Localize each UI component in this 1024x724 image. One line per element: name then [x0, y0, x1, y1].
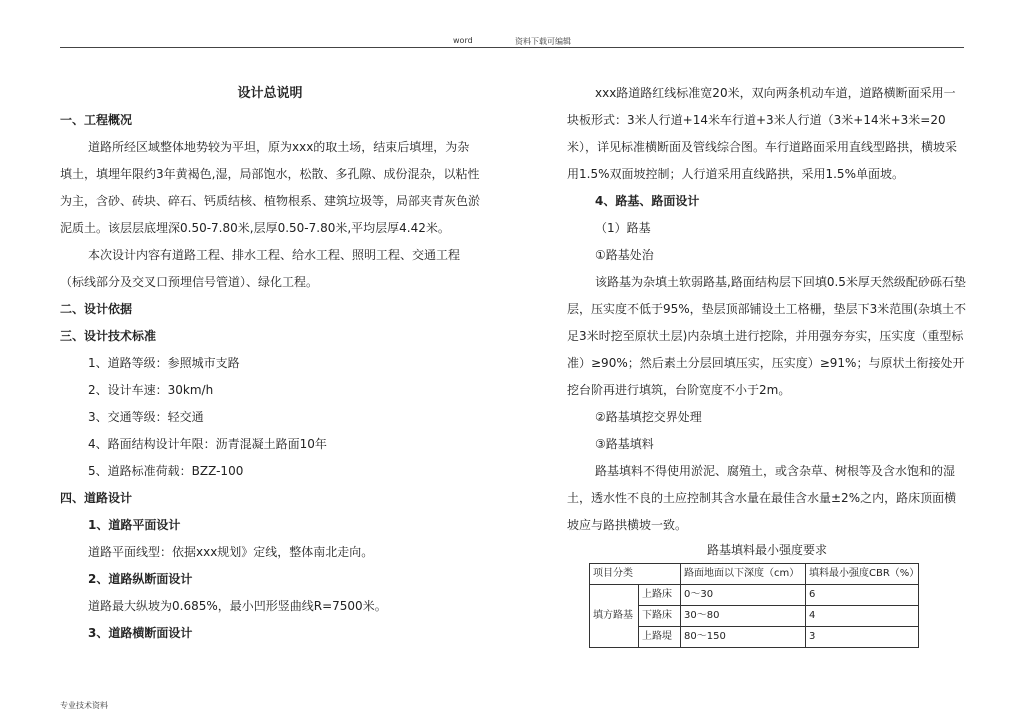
document-title: 设计总说明 [237, 86, 303, 101]
subsection-4-3-text: xxx路道路红线标准宽20米，双向两条机动车道，道路横断面采用一块板形式：3米人行道+14米车行道+3米人行道（3米+14米+3米=20米），详见标准横断面及管线综合图。车行道路面采用直线型路拱，横坡采用1.5%双面坡控制；人行道采用直线路拱，采用1.5%单面坡。 [567, 86, 958, 181]
table-header-row [590, 564, 919, 585]
fill-strength-table [589, 563, 919, 648]
table-cell: 上路床 [639, 585, 681, 606]
standard-item: 2、设计车速：30km/h [88, 383, 214, 397]
left-column [60, 80, 480, 647]
clause-2-heading: ②路基填挖交界处理 [595, 410, 702, 424]
table-cell: 6 [806, 585, 919, 606]
subsection-4-1-heading: 1、道路平面设计 [88, 518, 181, 532]
table-caption: 路基填料最小强度要求 [706, 543, 827, 557]
subsection-4-3-heading: 3、道路横断面设计 [88, 626, 193, 640]
table-cell: 下路床 [639, 606, 681, 627]
table-cell: 4 [806, 606, 919, 627]
table-header-cell: 填料最小强度CBR（%） [806, 564, 919, 585]
table-cell: 80～150 [681, 627, 806, 648]
section-3-heading: 三、设计技术标准 [60, 329, 157, 343]
clause-3-heading: ③路基填料 [595, 437, 654, 451]
section-1-paragraph-1: 道路所经区域整体地势较为平坦，原为xxx的取土场，结束后填埋，为杂填土，填埋年限约3年黄褐色,湿，局部饱水，松散、多孔隙、成份混杂，以粘性为主，含砂、砖块、碎石、钙质结核、植物根系、建筑垃圾等，局部夹青灰色淤泥质土。该层层底埋深0.50-7.80米,层厚0.50-7.80米,平均层厚4.42米。 [60, 140, 481, 235]
roadbed-heading: （1）路基 [595, 221, 651, 235]
section-1-heading: 一、工程概况 [60, 113, 133, 127]
clause-1-heading: ①路基处治 [595, 248, 654, 262]
table-cell: 30～80 [681, 606, 806, 627]
standard-item: 3、交通等级：轻交通 [88, 410, 204, 424]
header-rule [60, 47, 964, 48]
table-cell: 3 [806, 627, 919, 648]
table-cell: 0～30 [681, 585, 806, 606]
section-1-paragraph-2: 本次设计内容有道路工程、排水工程、给水工程、照明工程、交通工程（标线部分及交叉口预埋信号管道）、绿化工程。 [60, 248, 461, 289]
section-2-heading: 二、设计依据 [60, 302, 133, 316]
right-column [567, 80, 967, 648]
clause-1-text: 该路基为杂填土软弱路基,路面结构层下回填0.5米厚天然级配砂砾石垫层，压实度不低于95%，垫层顶部铺设土工格栅，垫层下3米范围(杂填土不足3米时挖至原状土层)内杂填土进行挖除，并用强夯夯实，压实度（重型标准）≥90%；然后素土分层回填压实，压实度）≥91%；与原状土衔接处开挖台阶再进行填筑，台阶宽度不小于2m。 [567, 275, 966, 397]
clause-3-text: 路基填料不得使用淤泥、腐殖土，或含杂草、树根等及含水饱和的湿土，透水性不良的土应控制其含水量在最佳含水量±2%之内，路床顶面横坡应与路拱横坡一致。 [567, 464, 957, 532]
table-header-cell: 路面地面以下深度（cm） [681, 564, 806, 585]
table-row [590, 585, 919, 606]
header-right: 资料下载可编辑 [515, 37, 571, 46]
section-4-heading: 四、道路设计 [60, 491, 133, 505]
table-row [590, 606, 919, 627]
table-group-cell: 填方路基 [590, 585, 639, 648]
header-left: word [453, 36, 473, 45]
subsection-4-1-text: 道路平面线型：依据xxx规划》定线，整体南北走向。 [88, 545, 374, 559]
standard-item: 4、路面结构设计年限：沥青混凝土路面10年 [88, 437, 327, 451]
subsection-4-2-heading: 2、道路纵断面设计 [88, 572, 193, 586]
table-cell: 上路堤 [639, 627, 681, 648]
footer-note: 专业技术资料 [60, 701, 108, 710]
subsection-4-4-heading: 4、路基、路面设计 [595, 194, 700, 208]
table-row [590, 627, 919, 648]
subsection-4-2-text: 道路最大纵坡为0.685%，最小凹形竖曲线R=7500米。 [88, 599, 387, 613]
table-header-cell: 项目分类 [590, 564, 681, 585]
standard-item: 1、道路等级：参照城市支路 [88, 356, 240, 370]
standard-item: 5、道路标准荷载：BZZ-100 [88, 464, 244, 478]
